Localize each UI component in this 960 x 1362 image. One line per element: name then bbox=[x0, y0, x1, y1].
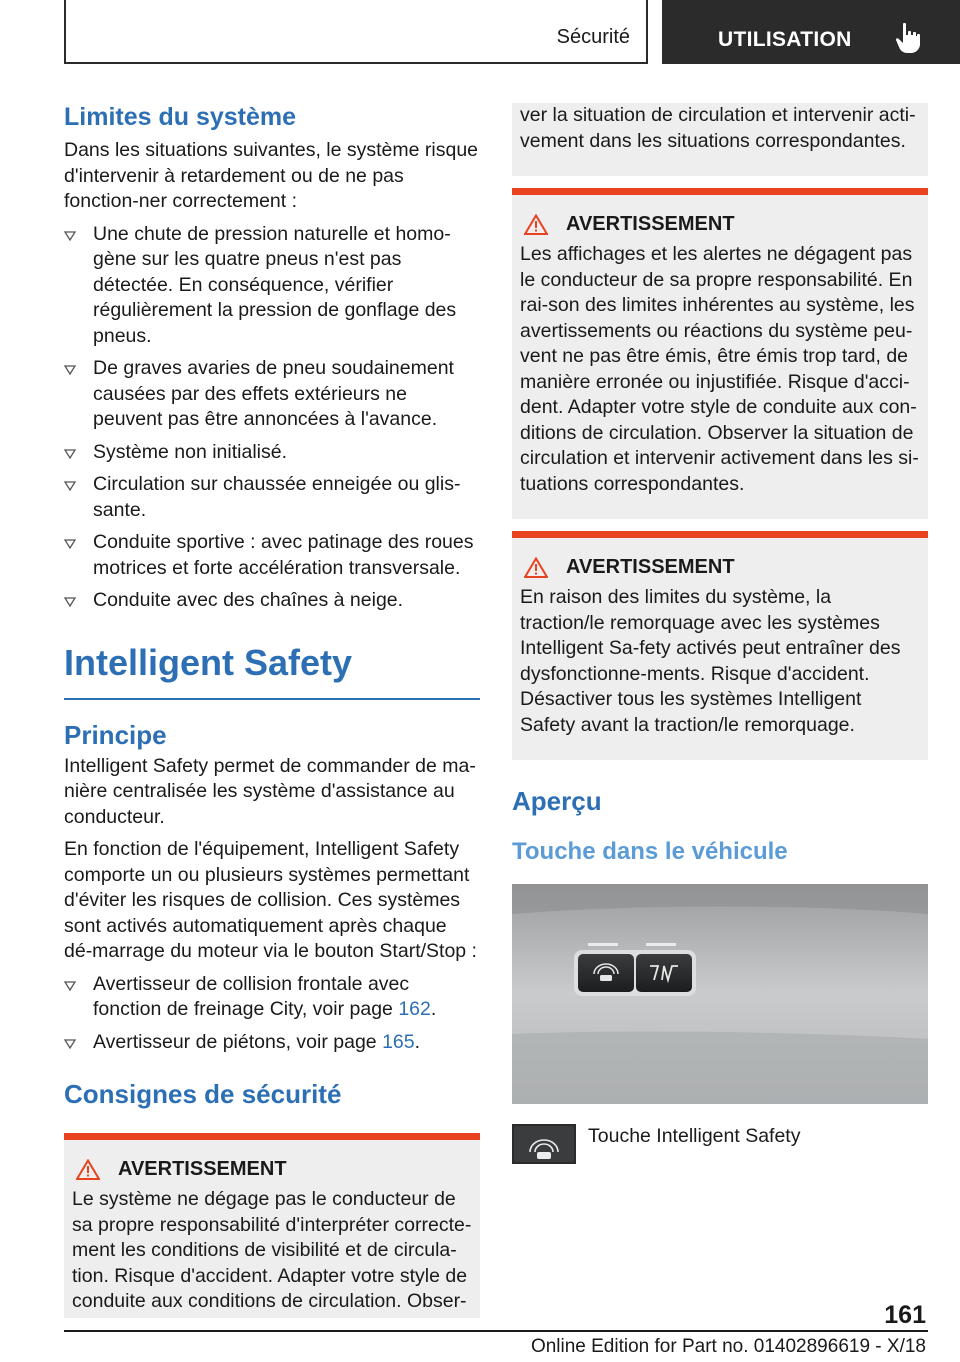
warning-box-3 bbox=[512, 531, 928, 760]
pointing-hand-icon bbox=[894, 22, 922, 54]
page-link-162[interactable]: 162 bbox=[398, 998, 431, 1020]
list-item: Avertisseur de collision frontale avec fonction de freinage City, voir page 162. bbox=[64, 972, 480, 1023]
warning-bar bbox=[64, 1133, 480, 1140]
warning-box-2 bbox=[512, 188, 928, 519]
header-chapter-label: UTILISATION bbox=[718, 28, 852, 51]
bullet-triangle-icon bbox=[64, 597, 76, 607]
principe-list bbox=[64, 972, 480, 1056]
intelligent-safety-button-icon bbox=[512, 1124, 576, 1164]
bullet-triangle-icon bbox=[64, 539, 76, 549]
principe-paragraph-1: Intelligent Safety permet de commander de ma-nière centralisée les système d'assistance au conducteur. bbox=[64, 754, 476, 828]
left-column bbox=[64, 100, 480, 1318]
list-item: Une chute de pression naturelle et homo-gène sur les quatre pneus n'est pas détectée. En conséquence, vérifier régulièrement la pression de gonflage des pneus. bbox=[64, 222, 480, 350]
bullet-triangle-icon bbox=[64, 981, 76, 991]
page-number: 161 bbox=[884, 1301, 926, 1329]
warning-text-continued: ver la situation de circulation et intervenir acti-vement dans les situations correspondantes. bbox=[520, 104, 916, 152]
warning-text: Les affichages et les alertes ne dégagent pas le conducteur de sa propre responsabilité. En rai-son des limites inhérentes au système, les avertissements ou réactions du système peu-vent ne pas être émis, être émis trop tard, de manière erronée ou injustifiée. Risque d'acci-dent. Adapter votre style de conduite aux con-ditions de circulation. Observer la situation de circulation et intervenir activement dans les si-tuations correspondantes. bbox=[520, 243, 919, 495]
warning-triangle-icon bbox=[524, 557, 548, 578]
vehicle-button-photo bbox=[512, 884, 928, 1104]
heading-limites: Limites du système bbox=[64, 103, 297, 131]
warning-triangle-icon bbox=[524, 214, 548, 235]
header-section-label: Sécurité bbox=[556, 26, 630, 48]
heading-intelligent-safety: Intelligent Safety bbox=[64, 641, 353, 683]
legend-row bbox=[512, 1124, 928, 1164]
footer-edition: Online Edition for Part no. 01402896619 - X/18 bbox=[530, 1336, 926, 1357]
bullet-triangle-icon bbox=[64, 481, 76, 491]
header-chapter-tab bbox=[662, 0, 960, 64]
limits-list bbox=[64, 222, 480, 614]
heading-principe: Principe bbox=[64, 719, 167, 750]
warning-title: AVERTISSEMENT bbox=[118, 1158, 287, 1180]
warning-bar bbox=[512, 531, 928, 538]
principe-paragraph-2: En fonction de l'équipement, Intelligent Safety comporte un ou plusieurs systèmes permettant d'éviter les risques de collision. Ces systèmes sont activés automatiquement après chaque dé-marrage du moteur via le bouton Start/Stop : bbox=[64, 838, 477, 962]
bullet-triangle-icon bbox=[64, 449, 76, 459]
section-intelligent-safety bbox=[64, 640, 480, 700]
heading-consignes: Consignes de sécurité bbox=[64, 1079, 342, 1109]
warning-triangle-icon bbox=[76, 1159, 100, 1180]
limits-intro: Dans les situations suivantes, le système risque d'intervenir à retardement ou de ne pas fonction-ner correctement : bbox=[64, 139, 479, 212]
list-item: Conduite sportive : avec patinage des roues motrices et forte accélération transversale. bbox=[64, 530, 480, 581]
list-item: Avertisseur de piétons, voir page 165. bbox=[64, 1030, 480, 1056]
list-item: Circulation sur chaussée enneigée ou glis-sante. bbox=[64, 472, 480, 523]
warning-title: AVERTISSEMENT bbox=[566, 556, 735, 578]
warning-box-1 bbox=[64, 1133, 480, 1318]
warning-text: Le système ne dégage pas le conducteur de sa propre responsabilité d'interpréter correcte-ment les conditions de visibilité et de circula-tion. Risque d'accident. Adapter votre style de conduite aux conditions de circulation. Obser- bbox=[72, 1188, 472, 1312]
bullet-triangle-icon bbox=[64, 1039, 76, 1049]
list-item: Système non initialisé. bbox=[64, 440, 480, 466]
warning-bar bbox=[512, 188, 928, 195]
bullet-triangle-icon bbox=[64, 231, 76, 241]
heading-apercu: Aperçu bbox=[512, 786, 602, 816]
warning-title: AVERTISSEMENT bbox=[566, 213, 735, 235]
list-item: Conduite avec des chaînes à neige. bbox=[64, 588, 480, 614]
heading-touche: Touche dans le véhicule bbox=[512, 838, 788, 865]
list-item: De graves avaries de pneu soudainement causées par des effets extérieurs ne peuvent pas être annoncées à l'avance. bbox=[64, 356, 480, 433]
page-link-165[interactable]: 165 bbox=[382, 1030, 415, 1053]
warning-text: En raison des limites du système, la traction/le remorquage avec les systèmes Intelligent Sa-fety activés peut entraîner des dysfonctionne-ments. Risque d'accident. Désactiver tous les systèmes Intelligent Safety avant la traction/le remorquage. bbox=[520, 586, 901, 736]
heading-rule bbox=[64, 698, 480, 700]
bullet-triangle-icon bbox=[64, 365, 76, 375]
warning-box-1-continued bbox=[512, 103, 928, 176]
right-column bbox=[512, 103, 928, 1164]
footer-rule bbox=[64, 1330, 928, 1332]
legend-text: Touche Intelligent Safety bbox=[588, 1125, 801, 1147]
